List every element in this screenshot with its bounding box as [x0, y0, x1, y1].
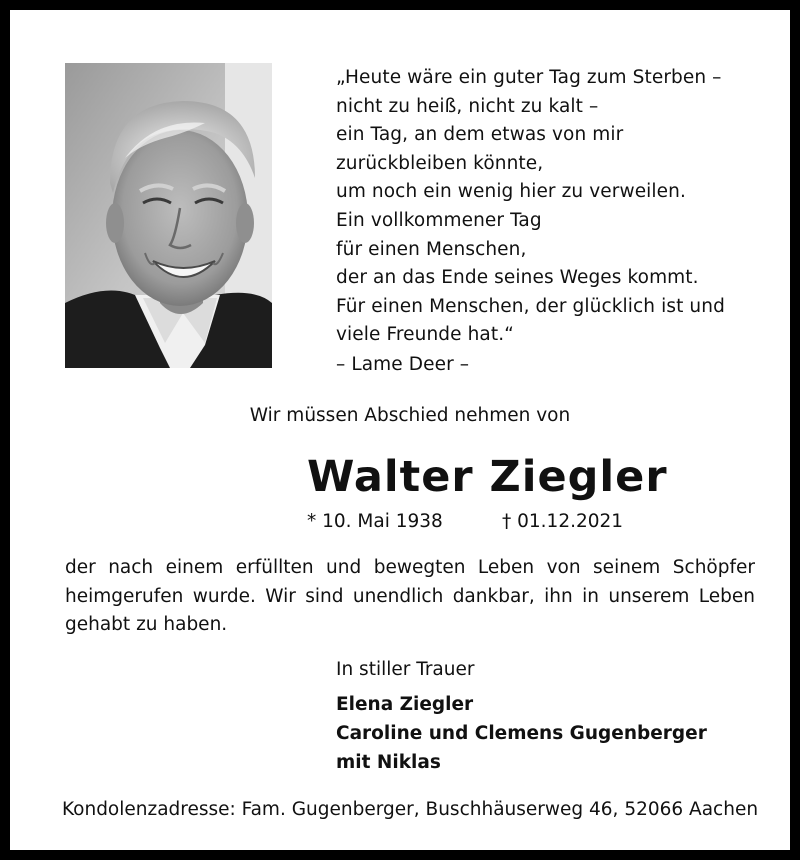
poem-line: „Heute wäre ein guter Tag zum Sterben –: [336, 67, 722, 88]
mourning-phrase: In stiller Trauer: [336, 659, 475, 680]
portrait-illustration: [65, 63, 272, 368]
birth-date: * 10. Mai 1938: [307, 511, 443, 532]
poem-line: der an das Ende seines Weges kommt.: [336, 267, 699, 289]
mourner-name: Caroline und Clemens Gugenberger: [336, 723, 707, 744]
poem-line: ein Tag, an dem etwas von mir: [336, 124, 624, 146]
poem-line: viele Freunde hat.“: [336, 324, 514, 346]
poem-line: Für einen Menschen, der glücklich ist und: [336, 295, 725, 317]
deceased-name: Walter Ziegler: [307, 452, 668, 502]
poem-line: zurückbleiben könnte,: [336, 152, 544, 174]
portrait-photo: [65, 63, 272, 368]
poem-line: nicht zu heiß, nicht zu kalt –: [336, 95, 599, 117]
obituary-text: der nach einem erfüllten und bewegten Leben von seinem Schöpfer heimgerufen wurde. Wir sind unendlich dankbar, ihn in unserem Leben gehabt zu haben.: [65, 557, 755, 635]
poem-quote: [336, 64, 776, 380]
mourners-list: [336, 690, 707, 777]
mourner-name: mit Niklas: [336, 752, 441, 773]
condolence-address: Kondolenzadresse: Fam. Gugenberger, Buschhäuserweg 46, 52066 Aachen: [61, 799, 759, 820]
farewell-intro: Wir müssen Abschied nehmen von: [249, 405, 571, 426]
poem-line: für einen Menschen,: [336, 238, 527, 260]
mourner-name: Elena Ziegler: [336, 694, 474, 715]
death-date: † 01.12.2021: [502, 511, 624, 532]
poem-line: um noch ein wenig hier zu verweilen.: [336, 181, 686, 203]
poem-line: Ein vollkommener Tag: [336, 209, 542, 231]
poem-author: – Lame Deer –: [336, 353, 470, 375]
